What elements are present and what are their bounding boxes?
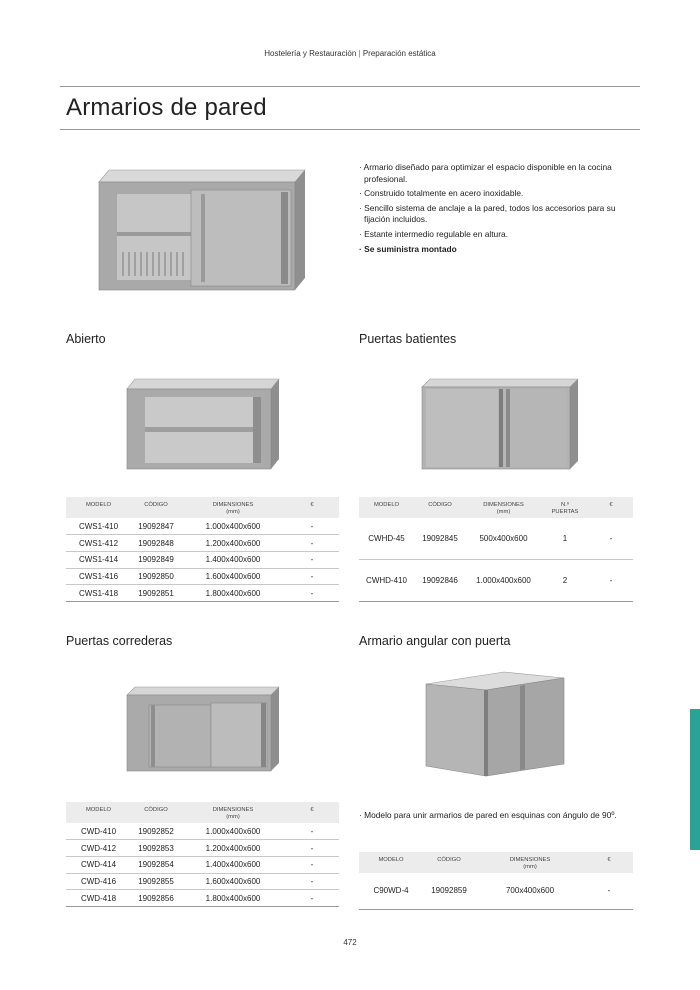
col-header-dimensiones: DIMENSIONES (mm) <box>466 497 541 518</box>
col-header-dimensiones: DIMENSIONES (mm) <box>181 497 285 518</box>
col-header-modelo: MODELO <box>66 802 131 823</box>
col-header-codigo: CÓDIGO <box>423 852 475 873</box>
correderas-image <box>125 683 280 775</box>
angular-image <box>424 670 569 780</box>
main-product-image <box>95 160 307 293</box>
table-row: CWS1-416 19092850 1.600x400x600 - <box>66 568 339 585</box>
col-header-codigo: CÓDIGO <box>131 802 181 823</box>
col-header-modelo: MODELO <box>66 497 131 518</box>
feature-item: · Construido totalmente en acero inoxidable. <box>359 188 524 199</box>
col-header-precio: € <box>589 497 633 518</box>
correderas-table <box>66 802 339 907</box>
abierto-table <box>66 497 339 602</box>
chapter-tab <box>690 709 700 850</box>
table-row: CWD-412 19092853 1.200x400x600 - <box>66 840 339 857</box>
features-list <box>359 162 639 258</box>
feature-item: · Armario diseñado para optimizar el espacio disponible en la cocina profesional. <box>359 162 612 184</box>
table-row: C90WD-4 19092859 700x400x600 - <box>359 873 633 909</box>
page-number: 472 <box>343 938 357 947</box>
col-header-codigo: CÓDIGO <box>131 497 181 518</box>
feature-item: · Sencillo sistema de anclaje a la pared, todos los accesorios para su fijación incluidos. <box>359 202 616 225</box>
section-title-abierto: Abierto <box>66 332 106 346</box>
col-header-modelo: MODELO <box>359 497 414 518</box>
feature-item: · Estante intermedio regulable en altura. <box>359 228 508 239</box>
feature-item: · Se suministra montado <box>359 243 457 254</box>
running-header <box>0 49 700 58</box>
table-row: CWHD-45 19092845 500x400x600 1 - <box>359 518 633 559</box>
table-row: CWD-416 19092855 1.600x400x600 - <box>66 873 339 890</box>
col-header-precio: € <box>285 497 339 518</box>
table-row: CWS1-414 19092849 1.400x400x600 - <box>66 551 339 568</box>
table-row: CWD-418 19092856 1.800x400x600 - <box>66 890 339 907</box>
header-separator: | <box>358 49 361 58</box>
col-header-modelo: MODELO <box>359 852 423 873</box>
col-header-puertas: N.º PUERTAS <box>541 497 589 518</box>
table-row: CWD-410 19092852 1.000x400x600 - <box>66 823 339 840</box>
header-section: Hostelería y Restauración <box>264 49 357 58</box>
table-row: CWS1-410 19092847 1.000x400x600 - <box>66 518 339 535</box>
header-subsection: Preparación estática <box>362 49 436 58</box>
col-header-precio: € <box>285 802 339 823</box>
batientes-image <box>420 375 580 472</box>
section-title-batientes: Puertas batientes <box>359 332 457 346</box>
top-rule <box>60 86 640 87</box>
abierto-image <box>125 375 280 472</box>
batientes-table <box>359 497 633 602</box>
table-row: CWHD-410 19092846 1.000x400x600 2 - <box>359 559 633 601</box>
col-header-codigo: CÓDIGO <box>414 497 466 518</box>
angular-table <box>359 852 633 910</box>
section-title-correderas: Puertas correderas <box>66 634 173 648</box>
page-title: Armarios de pared <box>66 94 267 121</box>
col-header-dimensiones: DIMENSIONES (mm) <box>181 802 285 823</box>
angular-description: · Modelo para unir armarios de pared en esquinas con ángulo de 90º. <box>359 810 617 820</box>
table-row: CWD-414 19092854 1.400x400x600 - <box>66 856 339 873</box>
table-row: CWS1-412 19092848 1.200x400x600 - <box>66 535 339 552</box>
table-row: CWS1-418 19092851 1.800x400x600 - <box>66 585 339 602</box>
title-rule <box>60 129 640 130</box>
col-header-dimensiones: DIMENSIONES (mm) <box>475 852 585 873</box>
col-header-precio: € <box>585 852 633 873</box>
section-title-angular: Armario angular con puerta <box>359 634 511 648</box>
